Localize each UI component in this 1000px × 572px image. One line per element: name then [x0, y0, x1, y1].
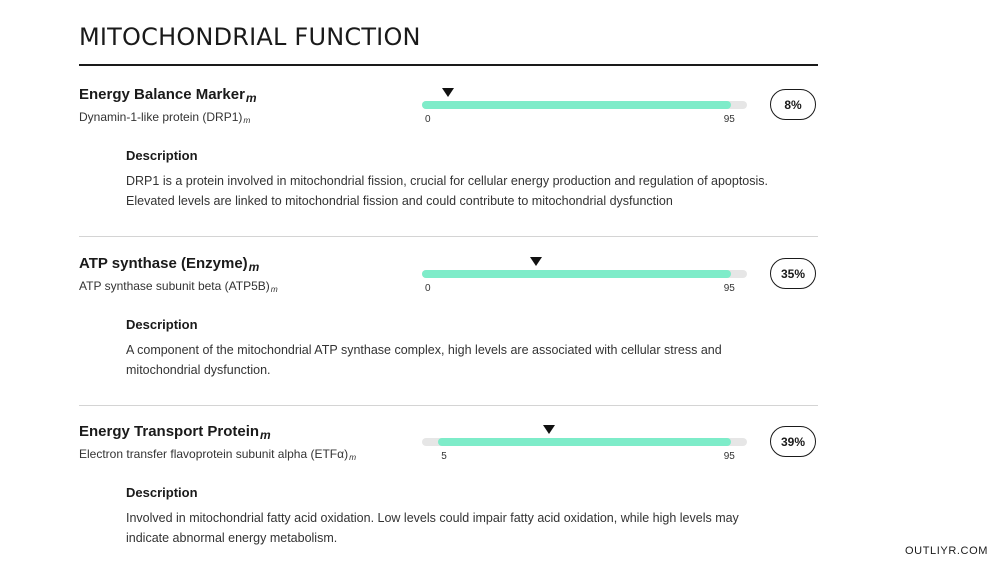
range-max-label: 95	[723, 451, 735, 462]
normal-range-fill	[438, 438, 731, 446]
percentile-badge: 39%	[770, 426, 816, 457]
marker-card	[79, 67, 818, 235]
marker-card	[79, 236, 818, 404]
range-bar	[422, 256, 747, 292]
percentile-badge: 35%	[770, 258, 816, 289]
range-min-label: 5	[441, 451, 447, 462]
page-title: MITOCHONDRIAL FUNCTION	[79, 23, 421, 51]
range-bar	[422, 424, 747, 460]
value-pointer-icon	[543, 425, 555, 434]
description-text: DRP1 is a protein involved in mitochondrial fission, crucial for cellular energy production and regulation of apoptosis. Elevated levels are linked to mitochondrial fission and could contribute to mitochondrial dysfunction	[126, 174, 769, 208]
normal-range-fill	[422, 270, 731, 278]
marker-name: ATP synthase $(Enzyme)_m$	[79, 255, 260, 274]
marker-protein: Electron transfer flavoprotein subunit alpha (ETFα)m	[79, 447, 357, 463]
title-underline	[79, 64, 818, 66]
marker-name: Energy Balance Marker$_m$	[79, 86, 257, 105]
marker-protein: Dynamin-1-like protein (DRP1)m	[79, 110, 251, 126]
description-text: A component of the mitochondrial ATP synthase complex, high levels are associated with cellular stress and mitochondrial dysfunction.	[126, 343, 722, 377]
value-pointer-icon	[442, 88, 454, 97]
description-heading: Description	[126, 485, 198, 500]
description-heading: Description	[126, 317, 198, 332]
range-max-label: 95	[723, 114, 735, 125]
normal-range-fill	[422, 101, 731, 109]
brand-watermark: OUTLIYR.COM	[905, 545, 988, 557]
marker-card	[79, 404, 818, 572]
description-text: Involved in mitochondrial fatty acid oxidation. Low levels could impair fatty acid oxidation, while high levels may indicate abnormal energy metabolism.	[126, 511, 739, 545]
marker-protein: ATP synthase subunit beta (ATP5B)m	[79, 279, 278, 295]
value-pointer-icon	[530, 257, 542, 266]
marker-name: Energy Transport Protein$_m$	[79, 423, 271, 442]
range-max-label: 95	[723, 283, 735, 294]
range-bar	[422, 87, 747, 123]
percentile-badge: 8%	[770, 89, 816, 120]
range-min-label: 0	[425, 114, 431, 125]
range-min-label: 0	[425, 283, 431, 294]
description-heading: Description	[126, 148, 198, 163]
